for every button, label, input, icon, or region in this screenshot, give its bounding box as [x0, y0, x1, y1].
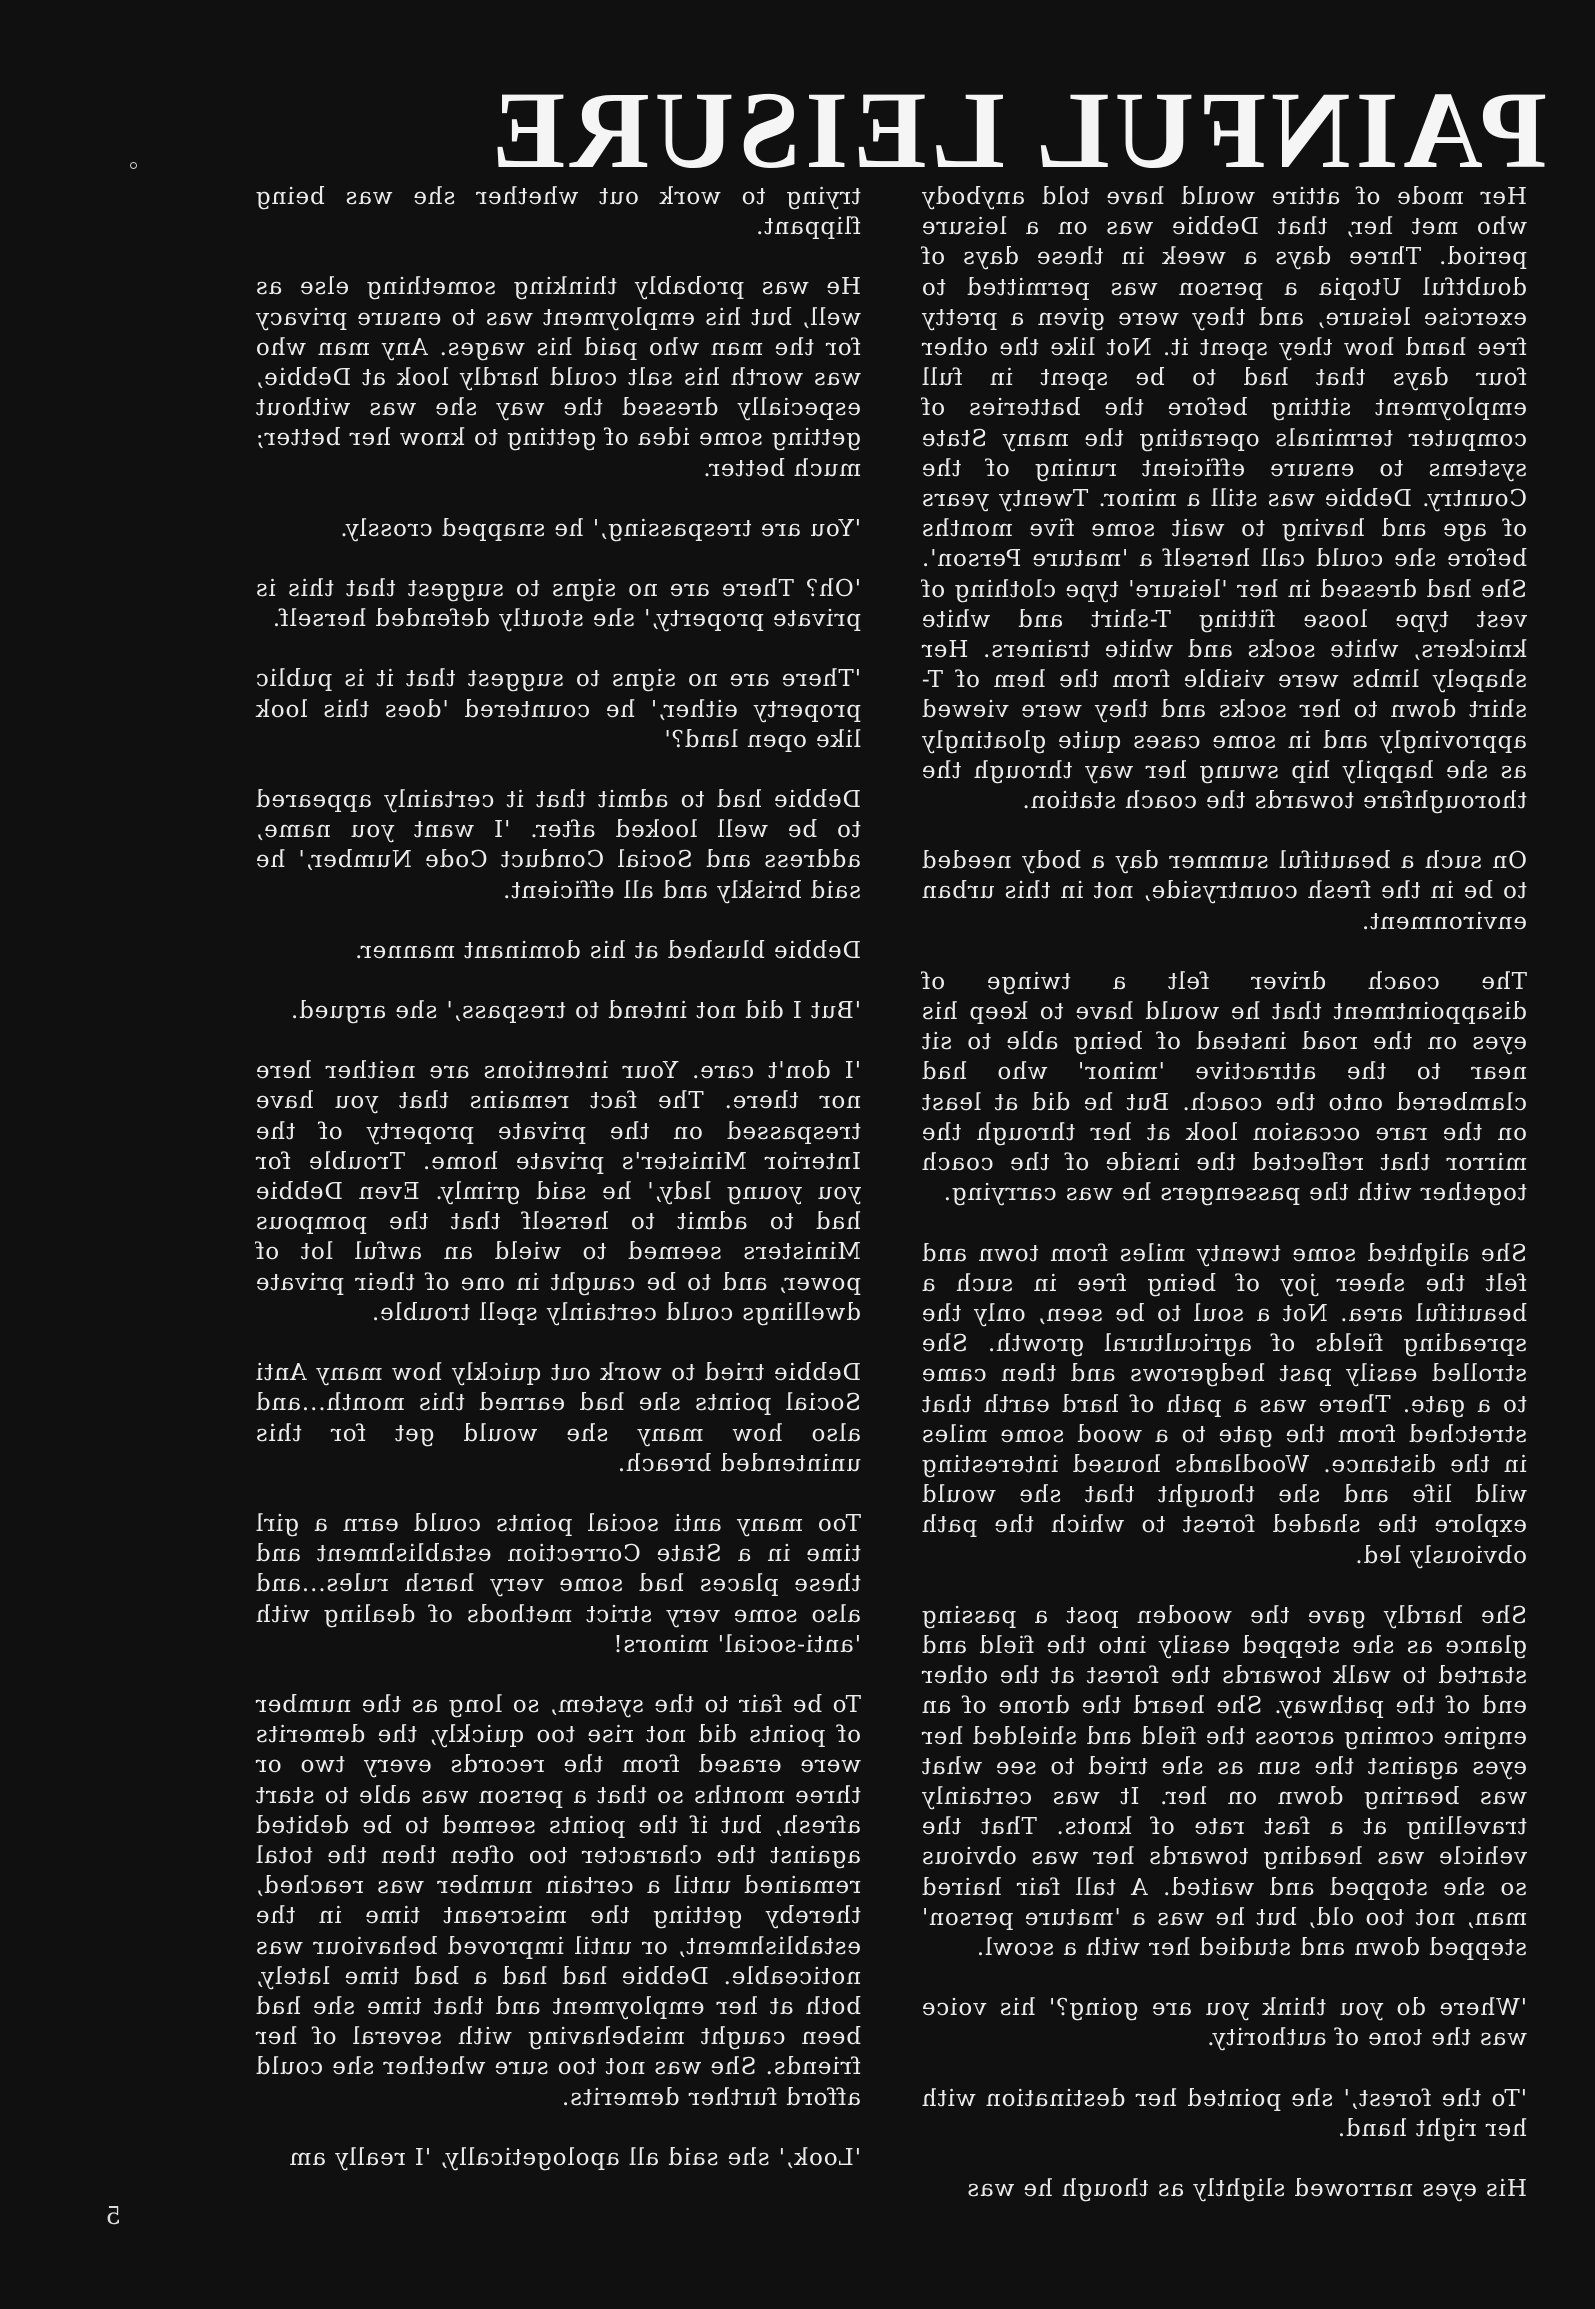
- paragraph: On such a beautiful summer day a body needed to be in the fresh countryside, not in this urban environment.: [921, 848, 1527, 935]
- paragraph: The coach driver felt a twinge of disappointment that he would have to keep his eyes on the road instead of being able to sit near to the attractive 'minor' who had clambered onto the coach. But he did at least on the rare occasion look at her through the mirror that reflected the inside of the coach together with the passengers he was carrying.: [921, 968, 1527, 1207]
- paragraph: 'Oh? There are no signs to suggest that this is private property,' she stoutly defended herself.: [255, 576, 861, 633]
- paragraph: 'You are trespassing,' he snapped crossly.: [339, 515, 861, 542]
- paragraph: Her mode of attire would have told anybody who met her, that Debbie was on a leisure period. Three days a week in these days of doubtful Utopia a person was permitted to exercise leisure, and they were given a pretty free hand how they spent it. Not like the other four days that had to be spent in full employment sitting before the batteries of computer terminals operating the many State systems to ensure efficient runing of the Country. Debbie was still a minor. Twenty years of age and having to wait some five months before she could call herself a 'mature Person'. She had dressed in her 'leisure' type clothing of vest type loose fitting T-shirt and white knickers, white socks and white trainers. Her shapely limbs were visible from the hem of T-shirt down to her socks and they were viewed approvingly and in some cases quite gloatingly as she happily hip swung her way through the thoroughfare towards the coach station.: [921, 184, 1527, 815]
- paragraph: He was probably thinking something else as well, but his employment was to ensure privacy for the man who paid his wages. Any man who was worth his salt could hardly look at Debbie, especially dressed the way she was without getting some idea of getting to know her better; much better.: [255, 274, 861, 482]
- paragraph: 'I don't care. Your intentions are neither here nor there. The fact remains that you have trespassed on the private property of the Interior Minister's private home. Trouble for you young lady,' he said grimly. Even Debbie had to admit to herself that the pompous Ministers seemed to wield an awful lot of power, and to be caught in one of their private dwellings could certainly spell trouble.: [255, 1058, 861, 1326]
- paragraph: Too many anti social points could earn a girl time in a State Correction establishment and these places had some very harsh rules...and also some very strict methods of dealing with 'anti-social' minors!: [255, 1510, 861, 1658]
- paragraph: Debbie had to admit that it certainly appeared to be well looked after. 'I want you name, address and Social Conduct Code Number,' he said briskly and all efficient.: [255, 787, 861, 904]
- paragraph: She hardly gave the wooden post a passing glance as she stepped easily into the field and started to walk towards the forest at the other end of the pathway. She heard the drone of an engine coming across the field and shielded her eyes against the sun as she tried to see what was bearing down on her. It was certainly travelling at a fast rate of knots. That the vehicle was heading towards her was obvious so she stopped and waited. A tall fair haired man, not too old, but he was a 'mature person' stepped down and studied her with a scowl.: [921, 1602, 1527, 1961]
- paragraph: 'There are no signs to suggest that it is public property either,' he countered 'does this look like open land?': [255, 666, 861, 753]
- text-column-right: [255, 182, 861, 2222]
- paragraph: To be fair to the system, so long as the number of points did not rise too quickly, the demerits were erased from the records every two or three months so that a person was able to start afresh, but if the points seemed to be debited against the character too often then the total remained until a certain number was reached, thereby getting the miscreant time in the establishment, or until improved behaviour was noticeable. Debbie had had a bad time lately, both at her employment and that time she had been caught misbehaving with several of her friends. She was not too sure whether she could afford further demerits.: [255, 1691, 861, 2111]
- paragraph: Debbie blushed at his dominant manner.: [354, 937, 861, 964]
- paragraph: 'Look,' she said all apologetically, 'I really am: [288, 2144, 861, 2171]
- paragraph: His eyes narrowed slightly as though he was: [966, 2175, 1527, 2202]
- paragraph: 'But I did not intend to trespass,' she argued.: [290, 998, 861, 1025]
- paragraph: 'Where do you think you are going?' his voice was the tone of authority.: [921, 1995, 1527, 2052]
- paragraph: Debbie tried to work out quickly how many Anti Social points she had earned this month...and also how many she would get for this unintended breach.: [255, 1360, 861, 1477]
- paragraph: She alighted some twenty miles from town and felt the sheer joy of being free in such a beautiful area. Not a soul to be seen, only the spreading fields of agricultural growth. She strolled easily past hedgerows and then came to a gate. There was a path of hard earth that stretched from the gate to a wood some miles in the distance. Woodlands housed interesting wild life and she thought that she would explore the shaded forest to which the path obviously led.: [921, 1240, 1527, 1569]
- printer-mark: [130, 162, 137, 169]
- text-column-left: [921, 182, 1527, 2222]
- paragraph: 'To the forest,' she pointed her destination with her right hand.: [921, 2085, 1527, 2142]
- page-number: 5: [105, 2202, 121, 2230]
- article-title: PAINFUL LEISURE: [486, 69, 1547, 191]
- paragraph: trying to work out whether she was being flippant.: [255, 184, 861, 241]
